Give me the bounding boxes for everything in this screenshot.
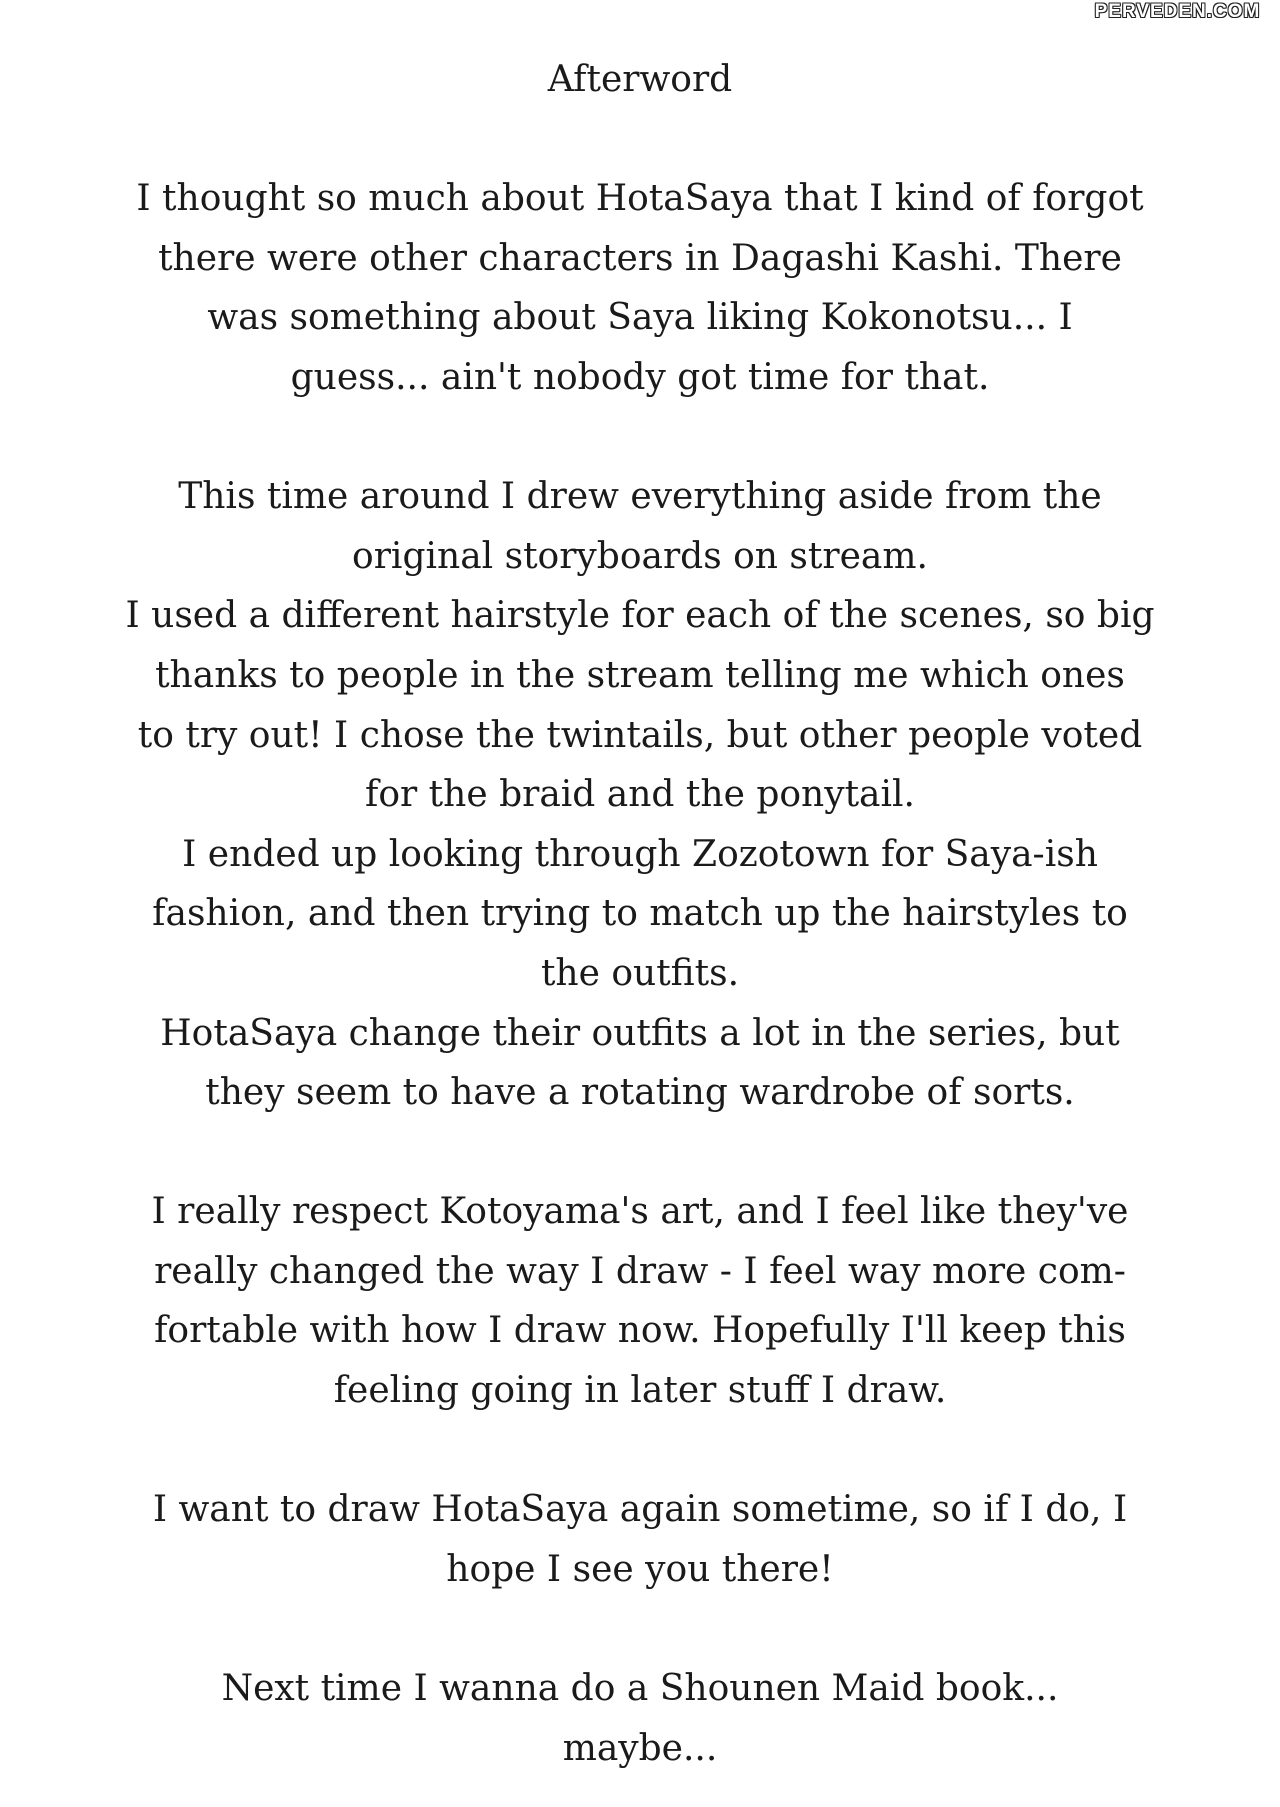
text-line: was something about Saya liking Kokonotsu... I [207, 297, 1073, 339]
text-line: for the braid and the ponytail. [365, 774, 915, 816]
text-line: really changed the way I draw - I feel way more com- [154, 1250, 1126, 1292]
text-line: I thought so much about HotaSaya that I kind of forgot [136, 178, 1144, 220]
text-line: the outfits. [540, 952, 740, 994]
text-line: maybe... [562, 1727, 718, 1769]
text-line: there were other characters in Dagashi Kashi. There [158, 237, 1122, 279]
text-line: I want to draw HotaSaya again sometime, so if I do, I [152, 1489, 1128, 1531]
text-line: fashion, and then trying to match up the hairstyles to [152, 893, 1128, 935]
text-line: HotaSaya change their outfits a lot in the series, but [160, 1012, 1120, 1054]
paragraph-2 [0, 467, 1280, 1123]
text-line: thanks to people in the stream telling me which ones [155, 654, 1125, 696]
text-line: original storyboards on stream. [352, 535, 928, 577]
text-line: hope I see you there! [446, 1548, 834, 1590]
text-line: I really respect Kotoyama's art, and I feel like they've [151, 1191, 1129, 1233]
paragraph-4 [0, 1480, 1280, 1599]
watermark-logo: PERVEDEN.COM [1075, 0, 1280, 24]
text-line: I used a different hairstyle for each of the scenes, so big [125, 595, 1155, 637]
afterword-text [0, 50, 1280, 1778]
text-line: Next time I wanna do a Shounen Maid book... [221, 1668, 1059, 1710]
text-line: This time around I drew everything aside from the [178, 476, 1102, 518]
text-line: to try out! I chose the twintails, but other people voted [137, 714, 1143, 756]
paragraph-gap [0, 1123, 1280, 1183]
text-line: I ended up looking through Zozotown for Saya-ish [182, 833, 1098, 875]
text-line: they seem to have a rotating wardrobe of sorts. [205, 1072, 1075, 1114]
paragraph-gap [0, 408, 1280, 468]
afterword-title: Afterword [547, 59, 733, 100]
paragraph-3 [0, 1182, 1280, 1420]
paragraph-gap [0, 1421, 1280, 1481]
text-line: fortable with how I draw now. Hopefully I'll keep this [154, 1310, 1126, 1352]
text-line: feeling going in later stuff I draw. [333, 1370, 947, 1412]
paragraph-1 [0, 169, 1280, 407]
text-line: guess... ain't nobody got time for that. [290, 356, 990, 398]
paragraph-gap [0, 110, 1280, 170]
paragraph-gap [0, 1599, 1280, 1659]
paragraph-5 [0, 1659, 1280, 1778]
